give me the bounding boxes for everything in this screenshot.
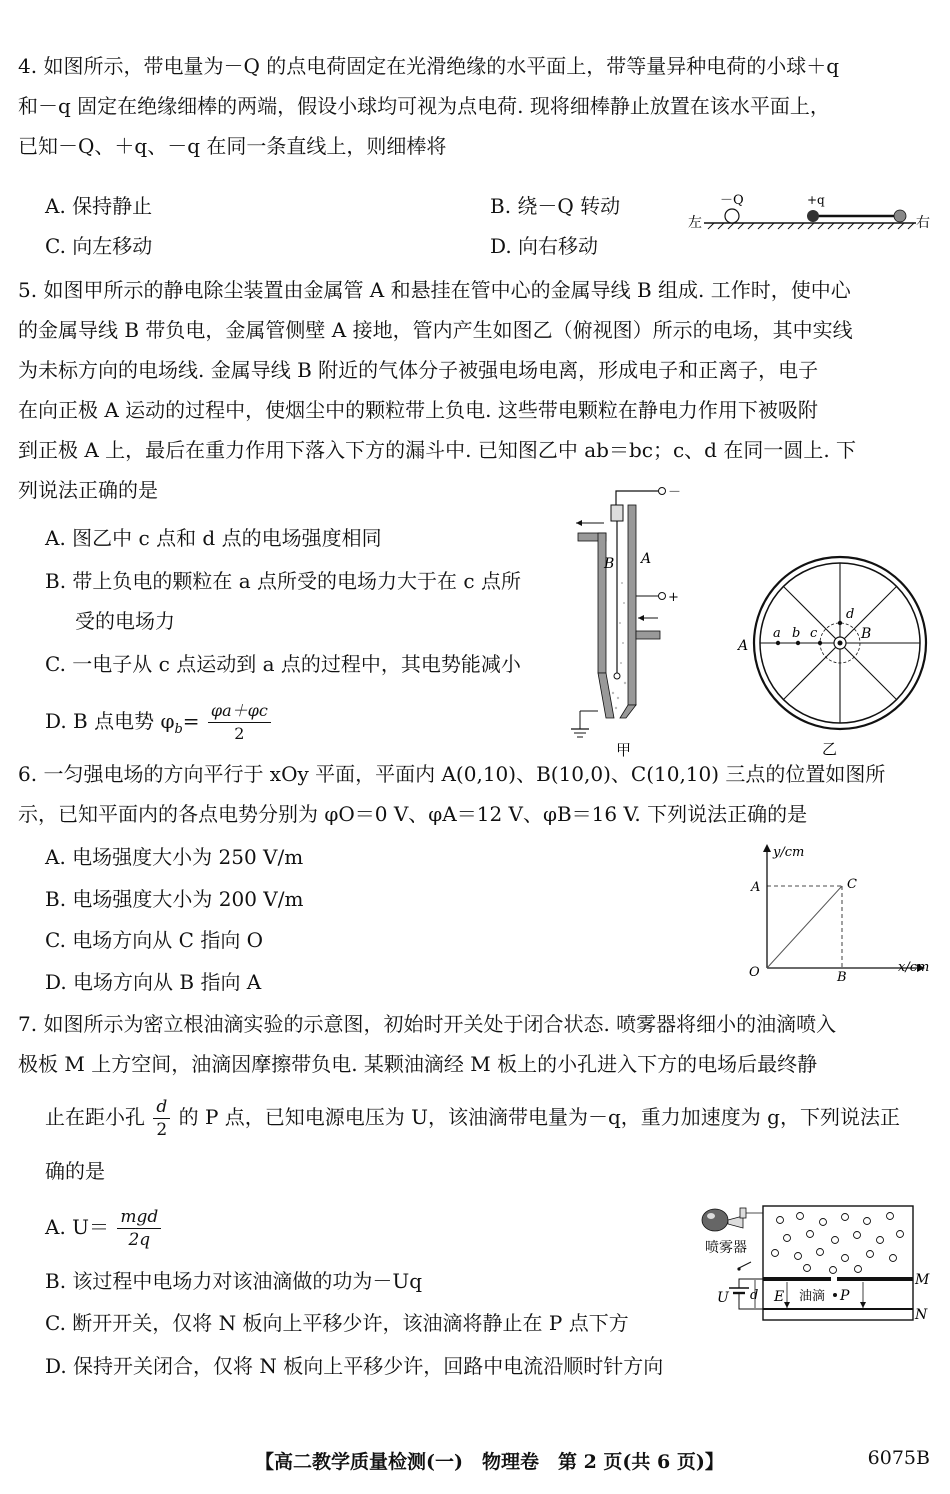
q5-figure-yi (730, 540, 935, 760)
question-6 (18, 754, 933, 834)
footer-title: 【高二教学质量检测(一) 物理卷 第 2 页(共 6 页)】 (255, 1451, 724, 1473)
minus-Q-charge (725, 209, 739, 223)
q7-line-4: 确的是 (45, 1159, 105, 1183)
q6-label-C: C (847, 877, 857, 892)
plus-q-ball (807, 210, 819, 222)
q7-line-2: 极板 M 上方空间，油滴因摩擦带负电. 某颗油滴经 M 板上的小孔进入下方的电场后最终静 (18, 1052, 818, 1076)
q7-option-c: C. 断开开关，仅将 N 板向上平移少许，该油滴将静止在 P 点下方 (45, 1311, 629, 1335)
q7-line3-num: d (153, 1096, 170, 1119)
q4-fig-plus-q: +q (807, 193, 825, 207)
q7-fig-d: d (750, 1288, 759, 1303)
yi-point-d: d (846, 607, 855, 622)
yi-label-B: B (861, 626, 872, 642)
q5-option-c: C. 一电子从 c 点运动到 a 点的过程中，其电势能减小 (45, 652, 521, 676)
q6-label-A: A (751, 880, 761, 895)
q6-option-d: D. 电场方向从 B 指向 A (45, 970, 262, 994)
q6-line-2: 示，已知平面内的各点电势分别为 φO＝0 V、φA＝12 V、φB＝16 V. 下列说法正确的是 (18, 802, 808, 826)
q7-line3-post: 的 P 点，已知电源电压为 U，该油滴带电量为－q，重力加速度为 g，下列说法正 (178, 1105, 900, 1129)
question-7 (18, 1004, 933, 1084)
q4-fig-right-label: 右 (916, 215, 930, 231)
q4-fig-minus-Q: －Q (720, 193, 744, 208)
q7-line-1: 7. 如图所示为密立根油滴实验的示意图，初始时开关处于闭合状态. 喷雾器将细小的油滴喷入 (18, 1012, 837, 1036)
yi-point-a: a (773, 626, 781, 641)
jia-plus-terminal: + (668, 590, 679, 605)
q5-optD-sub: b (174, 722, 183, 737)
q5-line-2: 的金属导线 B 带负电，金属管侧壁 A 接地，管内产生如图乙（俯视图）所示的电场，其中实线 (18, 318, 853, 342)
q6-label-O: O (749, 965, 760, 980)
q5-option-d (45, 700, 273, 750)
q5-option-b-line2: 受的电场力 (75, 609, 175, 633)
q7-fig-sprayer: 喷雾器 (705, 1240, 747, 1256)
yi-point-b: b (792, 626, 801, 641)
q4-option-c: C. 向左移动 (45, 234, 153, 258)
q4-figure (688, 190, 933, 240)
q7-line-3 (45, 1096, 900, 1141)
q5-optD-den: 2 (234, 724, 245, 743)
yi-caption: 乙 (822, 740, 838, 758)
jia-caption: 甲 (616, 741, 632, 758)
q4-option-a: A. 保持静止 (45, 194, 153, 218)
q7-figure-millikan (695, 1198, 935, 1330)
q7-optA-den: 2q (128, 1230, 151, 1250)
q4-line-3: 已知－Q、＋q、－q 在同一条直线上，则细棒将 (18, 134, 447, 158)
minus-q-ball (894, 210, 906, 222)
q6-line-1: 6. 一匀强电场的方向平行于 xOy 平面，平面内 A(0,10)、B(10,0)、C(10,10) 三点的位置如图所 (18, 762, 886, 786)
q7-optA-pre: A. U＝ (45, 1215, 110, 1239)
q7-d-over-2 (153, 1096, 170, 1141)
footer-code: 6075B (867, 1447, 930, 1469)
q4-fig-left-label: 左 (688, 215, 702, 231)
q7-fig-oil: 油滴 (799, 1289, 826, 1304)
q5-optD-eq: = (182, 709, 200, 733)
q7-option-d: D. 保持开关闭合，仅将 N 板向上平移少许，回路中电流沿顺时针方向 (45, 1354, 664, 1378)
q7-line3-den: 2 (156, 1120, 168, 1140)
q7-option-a (45, 1206, 163, 1251)
q6-xlabel: x/cm (898, 960, 930, 975)
yi-point-c: c (810, 626, 818, 641)
q5-line-3: 为未标方向的电场线. 金属导线 B 附近的气体分子被强电场电离，形成电子和正离子，电子 (18, 358, 819, 382)
q5-option-a: A. 图乙中 c 点和 d 点的电场强度相同 (45, 526, 382, 550)
q6-figure-axes (745, 838, 940, 983)
q7-fig-N: N (915, 1307, 928, 1323)
jia-label-A: A (641, 551, 652, 567)
q6-option-c: C. 电场方向从 C 指向 O (45, 928, 264, 952)
q5-figure-jia (568, 483, 688, 758)
q6-ylabel: y/cm (773, 845, 805, 860)
yi-label-A: A (738, 638, 749, 654)
switch (739, 1262, 751, 1268)
q5-option-b-line1: B. 带上负电的颗粒在 a 点所受的电场力大于在 c 点所 (45, 569, 521, 593)
q7-optA-fraction (117, 1206, 161, 1251)
q4-line-1: 4. 如图所示，带电量为－Q 的点电荷固定在光滑绝缘的水平面上，带等量异种电荷的小球＋q (18, 54, 839, 78)
q4-option-d: D. 向右移动 (490, 234, 599, 258)
q7-option-b: B. 该过程中电场力对该油滴做的功为－Uq (45, 1269, 423, 1293)
q5-line-6: 列说法正确的是 (18, 478, 158, 502)
q6-option-b: B. 电场强度大小为 200 V/m (45, 887, 304, 911)
q6-option-a: A. 电场强度大小为 250 V/m (45, 845, 304, 869)
q7-fig-M: M (915, 1272, 930, 1288)
q5-line-1: 5. 如图甲所示的静电除尘装置由金属管 A 和悬挂在管中心的金属导线 B 组成. 工作时，使中心 (18, 278, 851, 302)
question-4 (18, 46, 933, 166)
q5-optD-num: φa＋φc (208, 700, 271, 723)
q7-fig-P: P (840, 1288, 850, 1304)
q5-optD-fraction (208, 700, 271, 745)
q4-line-2: 和－q 固定在绝缘细棒的两端，假设小球均可视为点电荷. 现将细棒静止放置在该水平面上， (18, 94, 830, 118)
q6-label-B: B (837, 970, 847, 983)
q5-line-4: 在向正极 A 运动的过程中，使烟尘中的颗粒带上负电. 这些带电颗粒在静电力作用下被吸附 (18, 398, 818, 422)
q4-option-b: B. 绕－Q 转动 (490, 194, 621, 218)
q5-optD-prefix: D. B 点电势 φ (45, 709, 175, 733)
jia-label-B: B (604, 556, 615, 572)
q7-line3-pre: 止在距小孔 (45, 1105, 145, 1129)
question-5 (18, 270, 933, 510)
q7-fig-U: U (717, 1290, 729, 1306)
q7-optA-num: mgd (117, 1206, 161, 1229)
q5-line-5: 到正极 A 上，最后在重力作用下落入下方的漏斗中. 已知图乙中 ab＝bc；c、d 在同一圆上. 下 (18, 438, 857, 462)
q7-fig-E: E (774, 1289, 785, 1305)
jia-minus-terminal: － (668, 485, 682, 500)
